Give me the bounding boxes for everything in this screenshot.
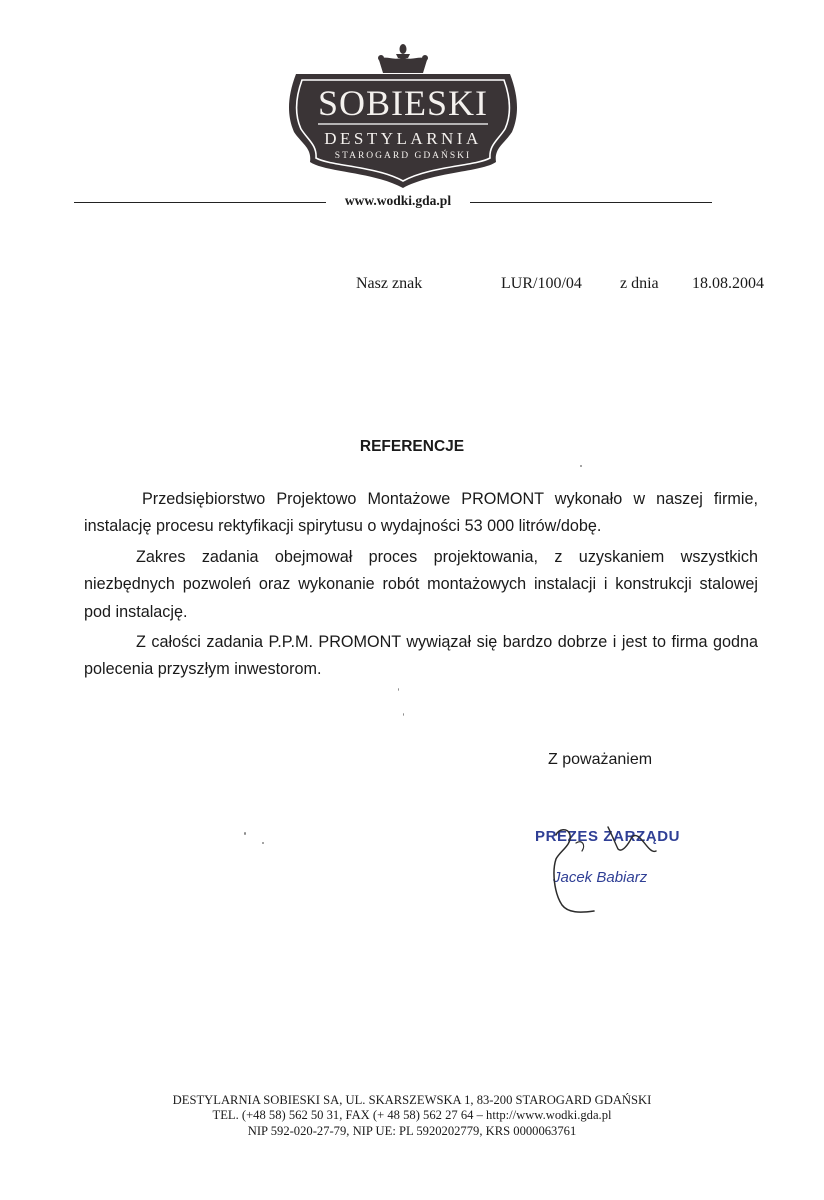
scan-speck: [580, 465, 582, 467]
logo-brand: SOBIESKI: [317, 83, 489, 123]
letter-paragraph: Przedsiębiorstwo Projektowo Montażowe PROMONT wykonało w naszej firmie, instalację procesu rektyfikacji spirytusu o wydajności 53 000 litrów/dobę.: [84, 490, 758, 536]
stamp-title: PREZES ZARZĄDU: [535, 828, 681, 845]
header-rule-right: [470, 202, 712, 203]
letter-title: REFERENCJE: [359, 438, 465, 455]
logo-line1: DESTYLARNIA: [324, 129, 482, 148]
footer-address: DESTYLARNIA SOBIESKI SA, UL. SKARSZEWSKA 1, 83-200 STAROGARD GDAŃSKI: [172, 1093, 652, 1107]
footer-registration: NIP 592-020-27-79, NIP UE: PL 5920202779, KRS 0000063761: [247, 1123, 577, 1138]
handwritten-signature: [520, 815, 710, 920]
scan-speck: [403, 713, 404, 716]
reference-date-label: z dnia: [620, 275, 659, 292]
header-website: www.wodki.gda.pl: [344, 193, 452, 208]
scan-speck: [398, 688, 399, 691]
company-footer: [0, 1093, 824, 1139]
letter-paragraph: Zakres zadania obejmował proces projektowania, z uzyskaniem wszystkich niezbędnych pozwoleń oraz wykonanie robót montażowych instalacji i konstrukcji stalowej pod instalację.: [84, 547, 758, 621]
letter-body: [84, 486, 758, 687]
letter-paragraph: Z całości zadania P.P.M. PROMONT wywiązał się bardzo dobrze i jest to firma godna polecenia przyszłym inwestorom.: [84, 633, 758, 679]
header-rule-left: [74, 202, 326, 203]
scan-speck: [244, 832, 246, 835]
reference-number: LUR/100/04: [501, 275, 582, 292]
stamp-name: Jacek Babiarz: [553, 869, 648, 886]
letter-closing: Z poważaniem: [548, 751, 653, 768]
scan-speck: [262, 842, 264, 844]
footer-contact: TEL. (+48 58) 562 50 31, FAX (+ 48 58) 562 27 64 – http://www.wodki.gda.pl: [212, 1108, 612, 1123]
reference-date: 18.08.2004: [692, 275, 764, 292]
logo-line2: STAROGARD GDAŃSKI: [334, 151, 472, 161]
reference-label: Nasz znak: [356, 275, 423, 292]
crown-icon: [378, 44, 428, 73]
company-logo: [282, 40, 524, 192]
